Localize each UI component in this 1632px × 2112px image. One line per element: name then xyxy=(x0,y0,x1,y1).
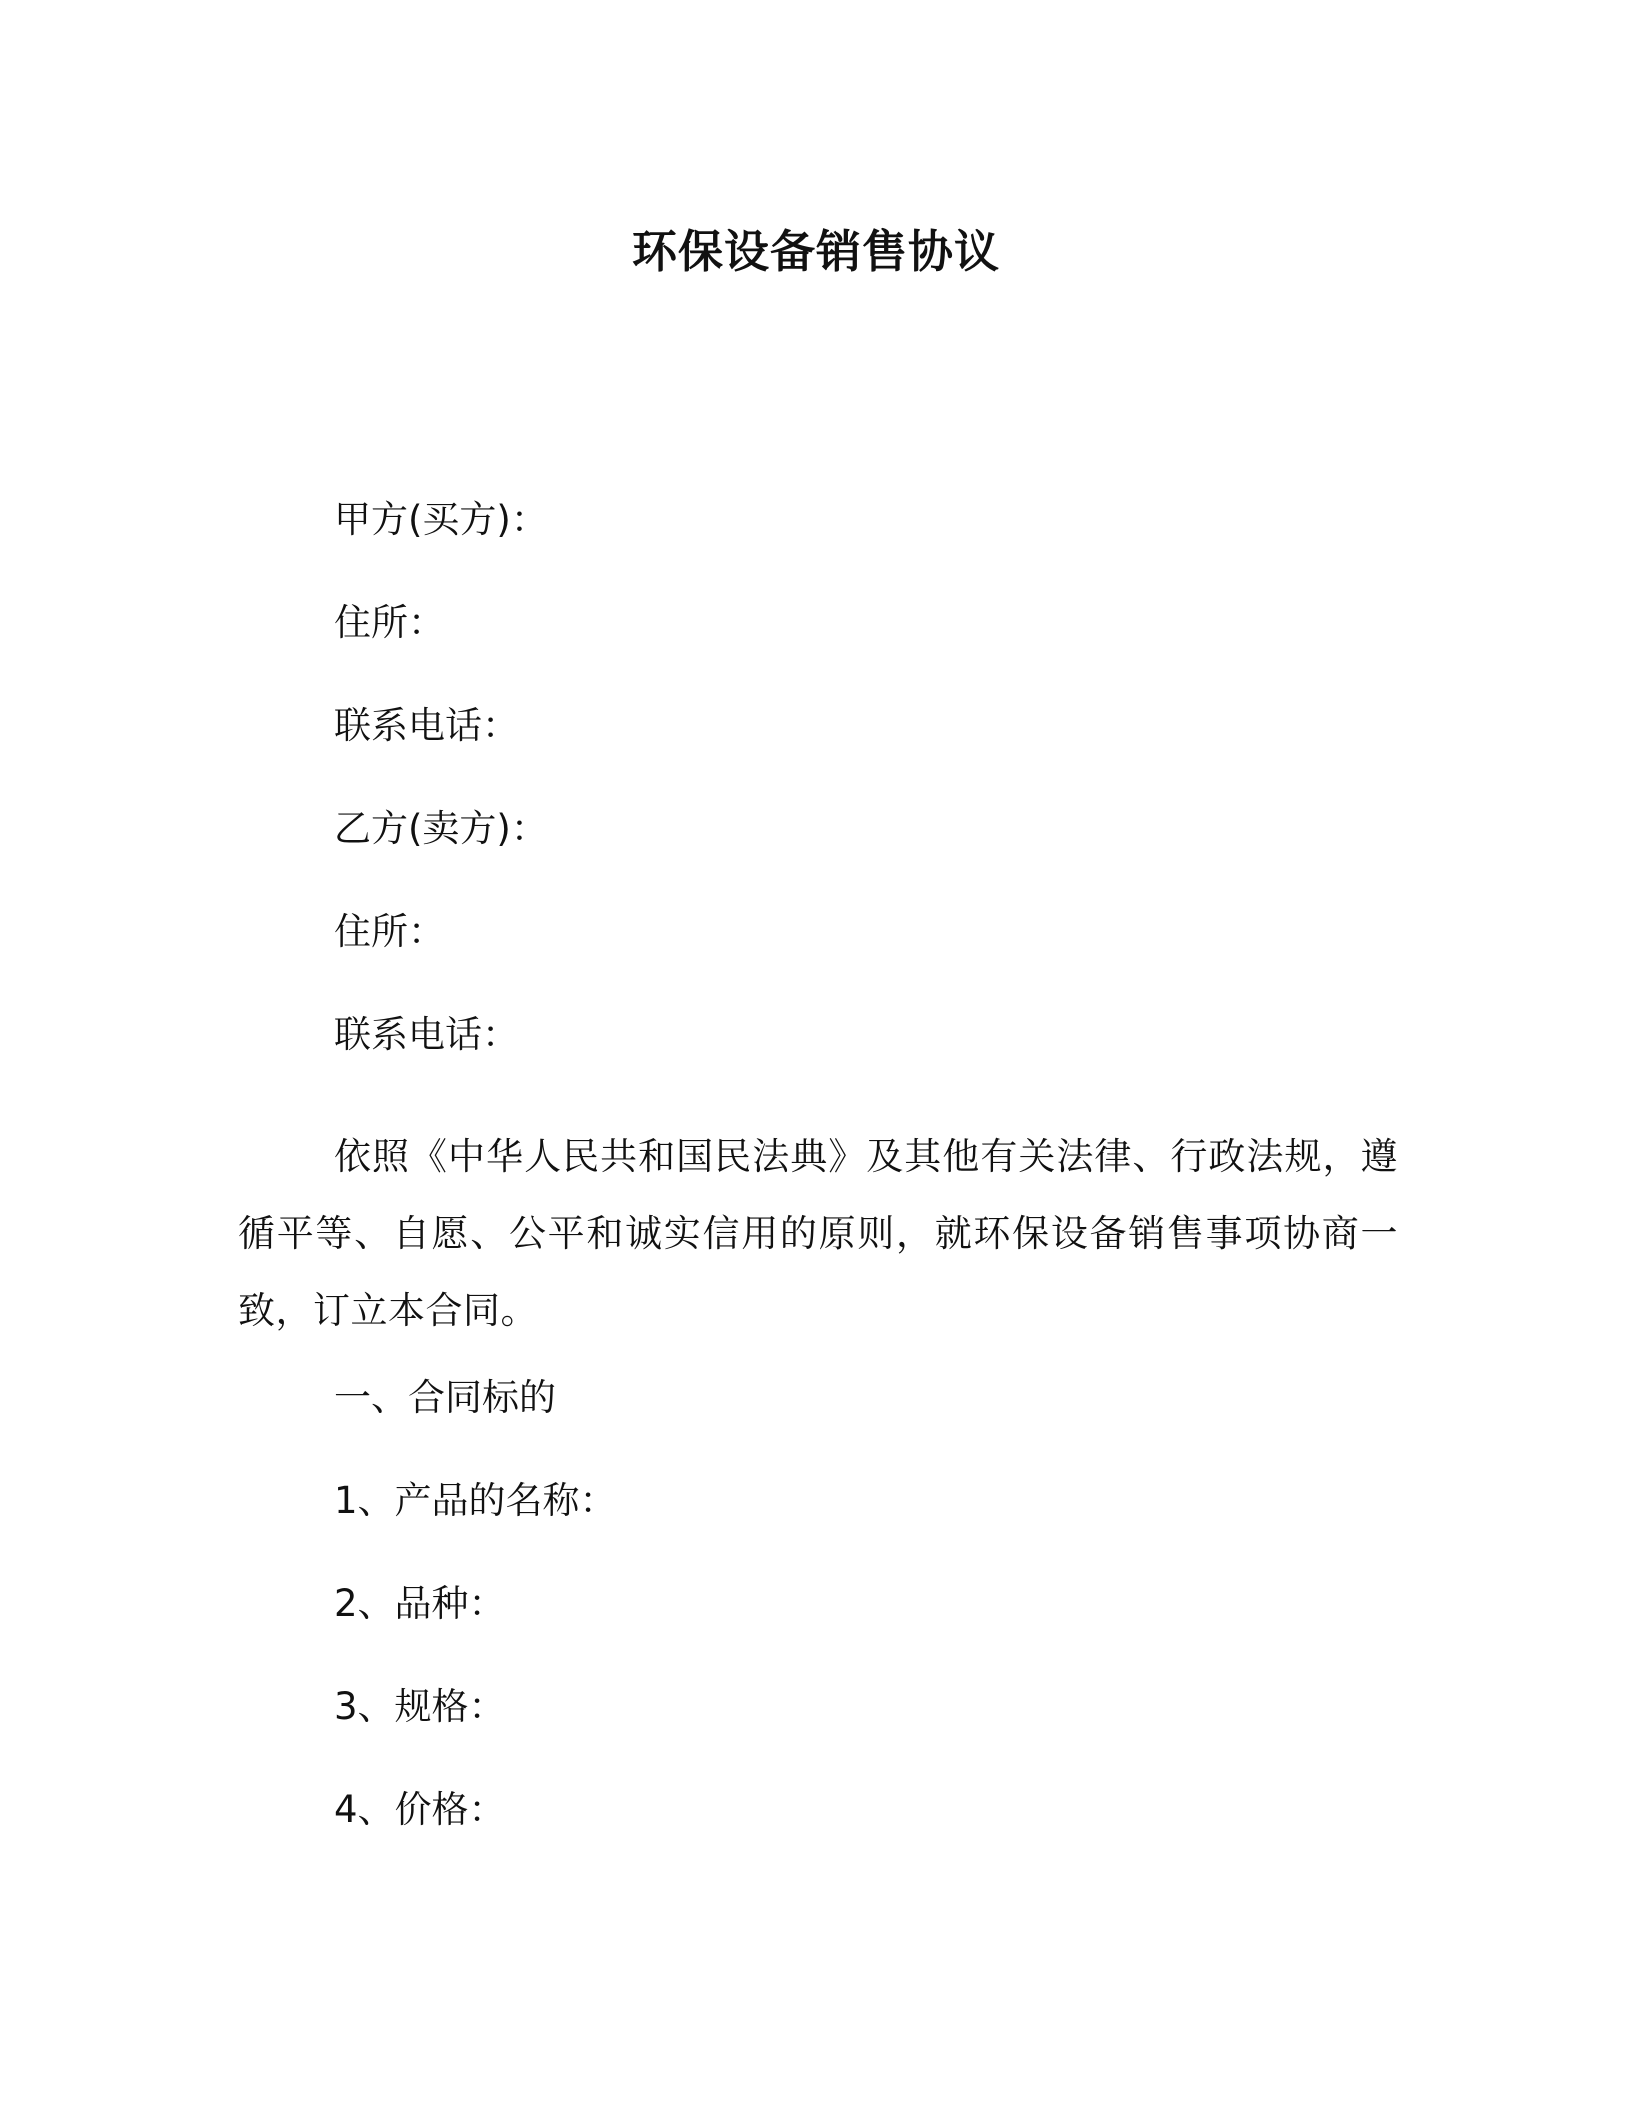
party-b-label: 乙方(卖方)： xyxy=(334,807,548,850)
preamble-paragraph: 依照《中华人民共和国民法典》及其他有关法律、行政法规，遵循平等、自愿、公平和诚实信用的原则，就环保设备销售事项协商一致，订立本合同。 xyxy=(238,1135,1398,1332)
party-b-phone-label: 联系电话： xyxy=(334,1013,519,1056)
section-item: 2、品种： xyxy=(334,1582,506,1625)
section-heading: 一、合同标的 xyxy=(334,1376,556,1419)
section-item: 1、产品的名称： xyxy=(334,1479,617,1522)
party-b-address-label: 住所： xyxy=(334,910,445,953)
section-item: 4、价格： xyxy=(334,1788,506,1831)
party-a-phone-label: 联系电话： xyxy=(334,704,519,747)
section-item: 3、规格： xyxy=(334,1685,506,1728)
party-a-address-label: 住所： xyxy=(334,601,445,644)
document-title: 环保设备销售协议 xyxy=(631,225,1000,278)
party-a-label: 甲方(买方)： xyxy=(334,498,548,541)
